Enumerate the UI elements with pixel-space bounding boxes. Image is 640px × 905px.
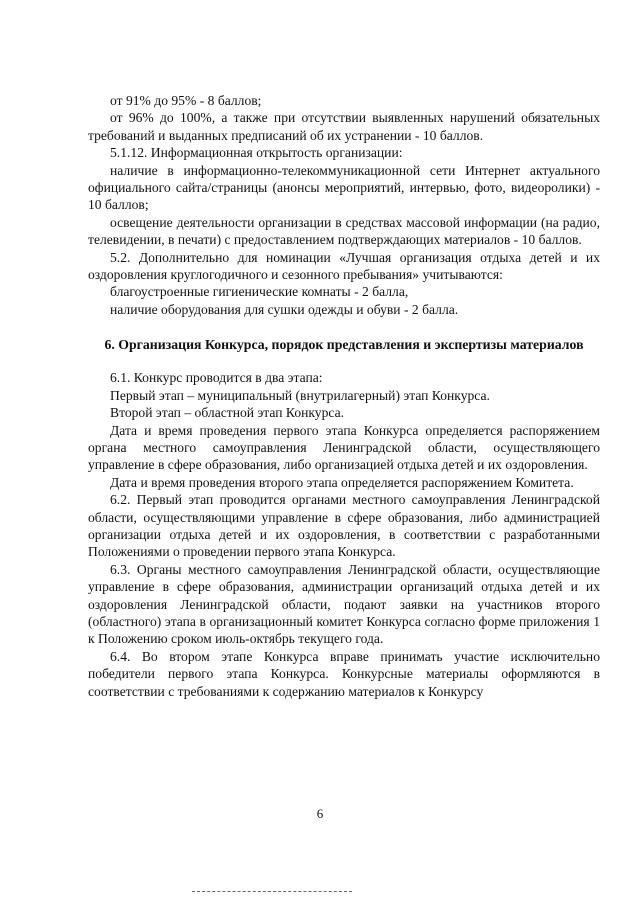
paragraph: Первый этап – муниципальный (внутрилагерный) этап Конкурса.: [110, 387, 490, 403]
paragraph: от 96% до 100%, а также при отсутствии выявленных нарушений обязательных требований и выданных предписаний об их устранении - 10 баллов.: [88, 110, 600, 143]
paragraph: 5.1.12. Информационная открытость организации:: [110, 145, 403, 161]
paragraph: 6.4. Во втором этапе Конкурса вправе принимать участие исключительно победители первого этапа Конкурса. Конкурсные материалы оформляются в соответствии с требованиями к содержанию материалов к Конкурсу: [88, 648, 600, 699]
footer-rule: [192, 891, 352, 892]
page-number: 6: [316, 806, 324, 821]
paragraph: наличие в информационно-телекоммуникационной сети Интернет актуального официального сайта/страницы (анонсы мероприятий, интервью, фото, видеоролики) - 10 баллов;: [88, 162, 600, 213]
paragraph: наличие оборудования для сушки одежды и обуви - 2 балла.: [110, 301, 459, 317]
paragraph: 6.1. Конкурс проводится в два этапа:: [110, 370, 323, 386]
section-heading: 6. Организация Конкурса, порядок представления и экспертизы материалов: [104, 337, 584, 353]
paragraph: освещение деятельности организации в средствах массовой информации (на радио, телевидении, в печати) с предоставлением подтверждающих материалов - 10 баллов.: [88, 214, 600, 248]
paragraph: благоустроенные гигиенические комнаты - 2 балла,: [110, 284, 409, 300]
paragraph: Второй этап – областной этап Конкурса.: [110, 405, 345, 421]
paragraph: от 91% до 95% - 8 баллов;: [110, 93, 262, 108]
paragraph: Дата и время проведения первого этапа Конкурса определяется распоряжением органа местного самоуправления Ленинградской области, осуществляющего управление в сфере образования, либо организацией отдыха детей и их оздоровления.: [88, 422, 600, 473]
paragraph: 6.3. Органы местного самоуправления Ленинградской области, осуществляющие управление в сфере образования, администрации организаций отдыха детей и их оздоровления Ленинградской области, подают заявки на участников второго (областного) этапа в организационный комитет Конкурса согласно форме приложения 1 к Положению сроком июль-октябрь текущего года.: [88, 561, 600, 647]
paragraph: 5.2. Дополнительно для номинации «Лучшая организация отдыха детей и их оздоровления круглогодичного и сезонного пребывания» учитываются:: [88, 249, 600, 283]
paragraph: Дата и время проведения второго этапа определяется распоряжением Комитета.: [110, 474, 574, 490]
paragraph: 6.2. Первый этап проводится органами местного самоуправления Ленинградской области, осуществляющими управление в сфере образования, либо администрацией организации отдыха детей и их оздоровления, в соответствии с разработанными Положениями о проведении первого этапа Конкурса.: [88, 492, 600, 560]
body-text: [88, 92, 600, 700]
